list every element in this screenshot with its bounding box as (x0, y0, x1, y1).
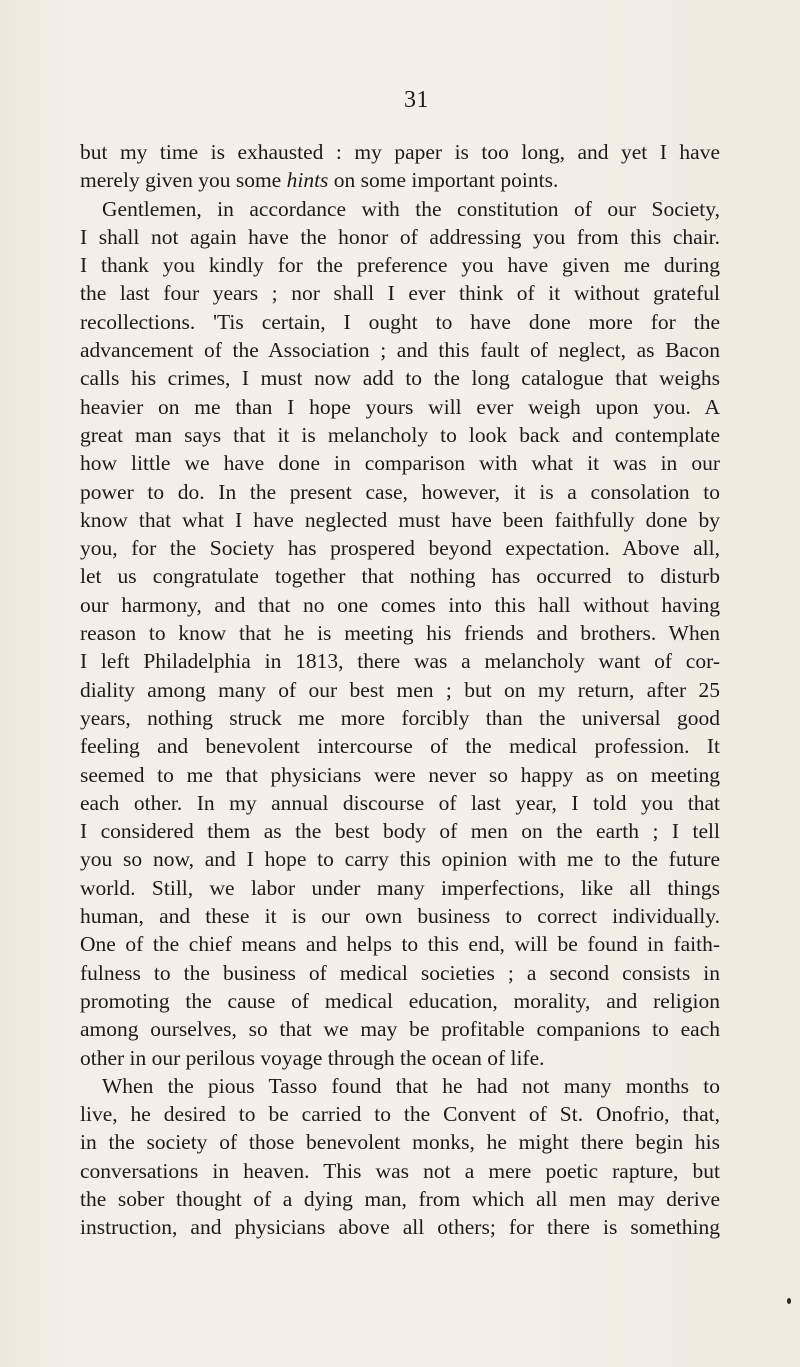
text-fragment: on some important points. (328, 168, 559, 193)
text-line: great man says that it is melancholy to look back and contemplate (80, 422, 720, 447)
text-line: promoting the cause of medical education, morality, and religion (80, 988, 720, 1013)
text-line: advancement of the Association ; and this fault of neglect, as Bacon (80, 338, 720, 363)
text-line: I considered them as the best body of men on the earth ; I tell (80, 819, 720, 844)
text-line: seemed to me that physicians were never so happy as on meeting (80, 762, 720, 787)
text-line: fulness to the business of medical societies ; a second consists in (80, 960, 720, 985)
text-line: conversations in heaven. This was not a mere poetic rapture, but (80, 1158, 720, 1183)
text-line: diality among many of our best men ; but on my return, after 25 (80, 677, 720, 702)
text-line: know that what I have neglected must have been faithfully done by (80, 507, 720, 532)
text-line: feeling and benevolent intercourse of the medical profession. It (80, 734, 720, 759)
text-line: years, nothing struck me more forcibly than the universal good (80, 705, 720, 730)
text-line: each other. In my annual discourse of last year, I told you that (80, 790, 720, 815)
text-line: in the society of those benevolent monks, he might there begin his (80, 1130, 720, 1155)
italic-word: hints (286, 168, 329, 193)
ink-speck (787, 1298, 791, 1304)
page-number: 31 (404, 87, 429, 113)
text-line (80, 166, 720, 194)
text-line: human, and these it is our own business to correct individually. (80, 904, 720, 929)
text-line: other in our perilous voyage through the ocean of life. (80, 1045, 545, 1070)
text-line: let us congratulate together that nothing has occurred to disturb (80, 564, 720, 589)
text-line: I thank you kindly for the preference you have given me during (80, 253, 720, 278)
text-line: the last four years ; nor shall I ever think of it without grateful (80, 281, 720, 306)
text-line: the sober thought of a dying man, from which all men may derive (80, 1186, 720, 1211)
text-line: power to do. In the present case, however, it is a consolation to (80, 479, 720, 504)
text-line: live, he desired to be carried to the Convent of St. Onofrio, that, (80, 1102, 720, 1127)
text-line: instruction, and physicians above all others; for there is something (80, 1215, 720, 1240)
text-line: reason to know that he is meeting his friends and brothers. When (80, 621, 720, 646)
text-fragment: merely given you some (80, 168, 287, 193)
body-text (80, 138, 720, 1242)
text-line: how little we have done in comparison with what it was in our (80, 451, 720, 476)
text-line: among ourselves, so that we may be profitable companions to each (80, 1017, 720, 1042)
text-line: our harmony, and that no one comes into this hall without having (80, 592, 720, 617)
text-line: I shall not again have the honor of addressing you from this chair. (80, 224, 720, 249)
text-line: recollections. 'Tis certain, I ought to have done more for the (80, 309, 720, 334)
text-line: calls his crimes, I must now add to the long catalogue that weighs (80, 366, 720, 391)
text-line: heavier on me than I hope yours will ever weigh upon you. A (80, 394, 720, 419)
text-line: When the pious Tasso found that he had not many months to (102, 1073, 720, 1098)
text-line: world. Still, we labor under many imperfections, like all things (80, 875, 720, 900)
text-line: I left Philadelphia in 1813, there was a melancholy want of cor- (80, 649, 720, 674)
text-line: you, for the Society has prospered beyond expectation. Above all, (80, 536, 720, 561)
text-line: you so now, and I hope to carry this opinion with me to the future (80, 847, 720, 872)
text-line: One of the chief means and helps to this end, will be found in faith- (80, 932, 720, 957)
text-line: Gentlemen, in accordance with the constitution of our Society, (102, 196, 720, 221)
text-line: but my time is exhausted : my paper is too long, and yet I have (80, 140, 720, 164)
